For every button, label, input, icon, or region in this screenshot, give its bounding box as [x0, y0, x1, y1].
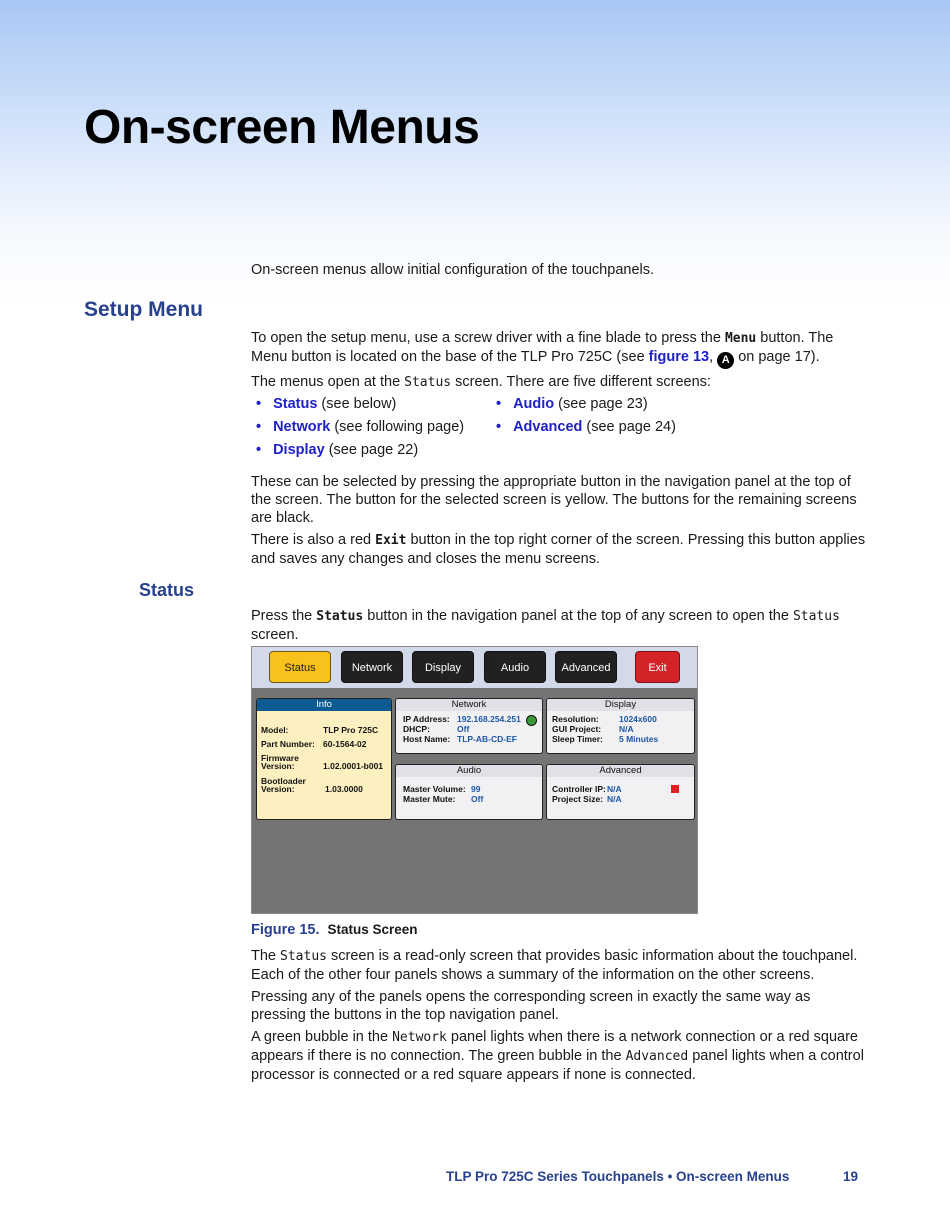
status-description-1: The Status screen is a read-only screen that provides basic information about the touchpanel. Each of the other four panels shows a summary of the information on the other screens.	[251, 948, 858, 983]
display-panel[interactable]: Display Resolution: 1024x600 GUI Project: N/A Sleep Timer: 5 Minutes	[546, 698, 695, 754]
list-item: • Network (see following page)	[256, 419, 465, 435]
page-footer: TLP Pro 725C Series Touchpanels • On-screen Menus	[446, 1169, 790, 1184]
nav-exit-button[interactable]: Exit	[635, 651, 680, 683]
audio-panel[interactable]: Audio Master Volume: 99 Master Mute: Off	[395, 764, 543, 820]
no-connection-square-icon	[671, 785, 679, 793]
nav-audio-button[interactable]: Audio	[484, 651, 546, 683]
setup-paragraph-4: There is also a red Exit button in the top right corner of the screen. Pressing this button applies and saves any changes and closes the menu screens.	[251, 532, 866, 567]
page-number: 19	[843, 1169, 859, 1184]
status-description-block	[251, 947, 866, 1088]
list-item: • Audio (see page 23)	[496, 396, 648, 412]
menu-button-ref: Menu	[724, 331, 757, 346]
status-heading: Status	[139, 580, 195, 600]
audio-link[interactable]: Audio	[513, 396, 555, 412]
status-link[interactable]: Status	[273, 396, 318, 412]
status-description-3: A green bubble in the Network panel lights when there is a network connection or a red square appears if there is no connection. The green bubble in the Advanced panel lights when a control processor is connected or a red square appears if none is connected.	[251, 1029, 864, 1083]
advanced-link[interactable]: Advanced	[513, 419, 583, 435]
nav-network-button[interactable]: Network	[341, 651, 403, 683]
status-text-block	[251, 607, 866, 648]
nav-status-button[interactable]: Status	[269, 651, 331, 683]
setup-menu-heading: Setup Menu	[84, 298, 203, 321]
list-item: • Advanced (see page 24)	[496, 419, 676, 435]
display-panel-title: Display	[547, 699, 694, 711]
list-item: • Status (see below)	[256, 396, 397, 412]
status-paragraph-1: Press the Status button in the navigation panel at the top of any screen to open the Status screen.	[251, 608, 840, 643]
list-item: • Display (see page 22)	[256, 442, 419, 458]
network-panel[interactable]: Network IP Address: 192.168.254.251 DHCP: Off Host Name: TLP-AB-CD-EF	[395, 698, 543, 754]
setup-paragraph-3: These can be selected by pressing the appropriate button in the navigation panel at the top of the screen. The button for the selected screen is yellow. The buttons for the remaining screens are black.	[251, 474, 857, 526]
setup-text-block	[251, 329, 866, 396]
network-link[interactable]: Network	[273, 419, 331, 435]
advanced-panel-title: Advanced	[547, 765, 694, 777]
info-panel-title: Info	[257, 699, 391, 711]
connection-bubble-icon	[526, 715, 537, 726]
callout-a-icon: A	[717, 352, 734, 369]
figure-caption: Figure 15. Status Screen	[251, 922, 418, 938]
nav-display-button[interactable]: Display	[412, 651, 474, 683]
display-link[interactable]: Display	[273, 442, 325, 458]
advanced-panel[interactable]: Advanced Controller IP: N/A Project Size: N/A	[546, 764, 695, 820]
setup-paragraph-2: The menus open at the Status screen. There are five different screens:	[251, 374, 711, 390]
navigation-panel	[252, 647, 698, 688]
audio-panel-title: Audio	[396, 765, 542, 777]
info-panel[interactable]: Info Model: TLP Pro 725C Part Number: 60-1564-02 Firmware Version: 1.02.0001-b001 Bootloader Version: 1.03.0000	[256, 698, 392, 820]
exit-button-ref: Exit	[375, 533, 407, 548]
figure-13-link[interactable]: figure 13	[648, 349, 710, 365]
status-screen-figure	[251, 646, 698, 914]
intro-text: On-screen menus allow initial configuration of the touchpanels.	[251, 262, 655, 278]
nav-advanced-button[interactable]: Advanced	[555, 651, 617, 683]
status-description-2: Pressing any of the panels opens the corresponding screen in exactly the same way as pressing the buttons in the top navigation panel.	[251, 989, 811, 1023]
page-title: On-screen Menus	[84, 101, 480, 154]
setup-text-block-2	[251, 473, 866, 572]
network-panel-title: Network	[396, 699, 542, 711]
setup-paragraph-1: To open the setup menu, use a screw driver with a fine blade to press the Menu button. The Menu button is located on the base of the TLP Pro 725C (see figure 13, A on page 17).	[251, 329, 866, 369]
